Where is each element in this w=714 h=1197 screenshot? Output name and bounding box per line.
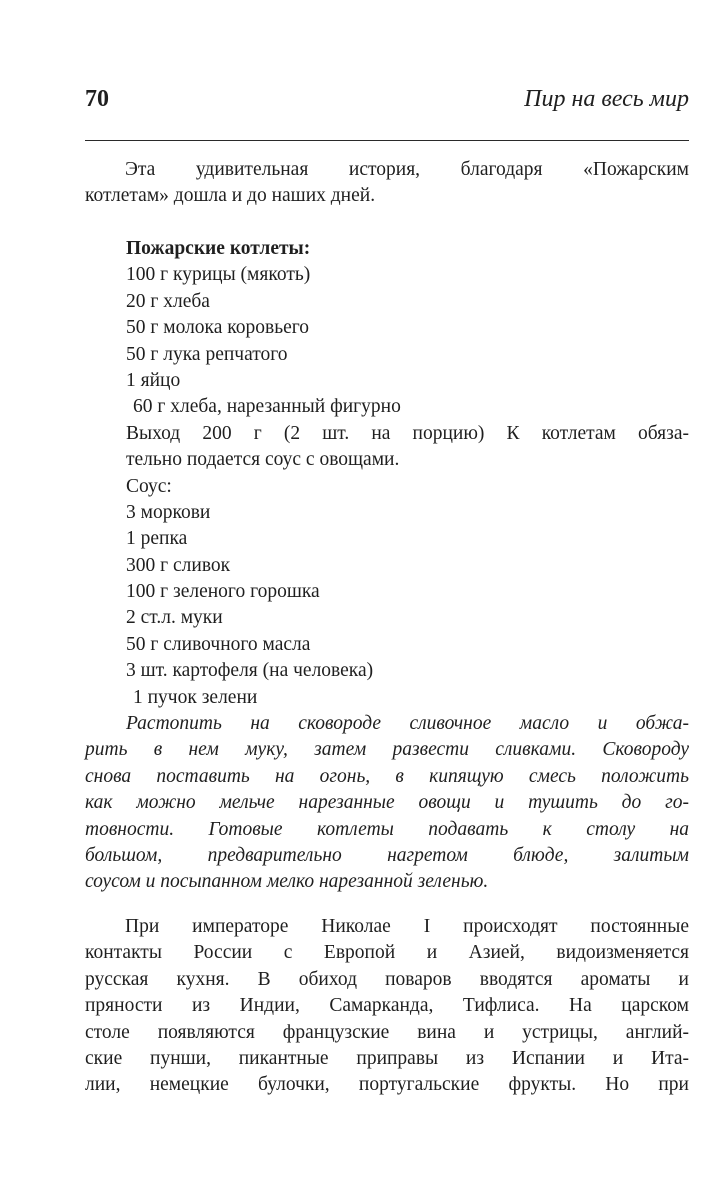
recipe-section	[85, 236, 689, 896]
sauce-ingredient-line: 3 шт. картофеля (на человека)	[126, 660, 374, 682]
sauce-ingredient-line: 100 г зеленого горошка	[126, 581, 320, 603]
page-number: 70	[85, 86, 109, 112]
text-line: пряности из Индии, Самарканда, Тифлиса. На царском	[85, 995, 689, 1017]
text-line: При императоре Николае I происходят постоянные	[125, 916, 689, 937]
recipe-title: Пожарские котлеты:	[126, 238, 311, 259]
text-line: Эта удивительная история, благодаря «Пожарским	[125, 159, 689, 180]
header-rule	[85, 140, 689, 141]
sauce-ingredient-line: 1 пучок зелени	[133, 686, 258, 708]
ingredient-line: 100 г курицы (мякоть)	[126, 264, 311, 286]
yield-line: Выход 200 г (2 шт. на порцию) К котлетам обяза-	[126, 422, 689, 444]
ingredient-line: 50 г лука репчатого	[126, 343, 288, 365]
text-line: лии, немецкие булочки, португальские фрукты. Но при	[85, 1074, 689, 1096]
instruction-line: как можно мельче нарезанные овощи и тушить до го-	[85, 792, 689, 814]
running-title: Пир на весь мир	[524, 86, 689, 112]
sauce-ingredient-line: 2 ст.л. муки	[126, 607, 223, 629]
ingredient-line: 60 г хлеба, нарезанный фигурно	[133, 396, 401, 418]
sauce-ingredient-line: 3 моркови	[126, 501, 211, 523]
sauce-title: Соус:	[126, 475, 172, 497]
sauce-ingredient-line: 50 г сливочного масла	[126, 633, 311, 655]
yield-line: тельно подается соус с овощами.	[126, 449, 400, 471]
text-line: контакты России с Европой и Азией, видоизменяется	[85, 942, 689, 964]
sauce-ingredient-line: 1 репка	[126, 528, 188, 550]
instruction-line: соусом и посыпанном мелко нарезанной зеленью.	[85, 871, 489, 893]
text-line: котлетам» дошла и до наших дней.	[85, 185, 376, 207]
text-line: столе появляются французские вина и устрицы, англий-	[85, 1021, 689, 1043]
intro-paragraph	[85, 157, 689, 210]
text-line: русская кухня. В обиход поваров вводятся ароматы и	[85, 968, 689, 990]
ingredient-line: 20 г хлеба	[126, 290, 210, 312]
instruction-line: товности. Готовые котлеты подавать к столу на	[85, 818, 689, 840]
instruction-line: большом, предварительно нагретом блюде, залитым	[85, 844, 689, 866]
ingredient-line: 1 яйцо	[126, 369, 181, 391]
history-paragraph	[85, 914, 689, 1099]
instruction-line: Растопить на сковороде сливочное масло и обжа-	[126, 713, 689, 735]
page-header	[85, 84, 689, 118]
instruction-line: снова поставить на огонь, в кипящую смесь положить	[85, 765, 689, 787]
ingredient-line: 50 г молока коровьего	[126, 317, 310, 339]
text-line: ские пунши, пикантные приправы из Испании и Ита-	[85, 1047, 689, 1069]
sauce-ingredient-line: 300 г сливок	[126, 554, 231, 576]
instruction-line: рить в нем муку, затем развести сливками. Сковороду	[85, 739, 689, 761]
